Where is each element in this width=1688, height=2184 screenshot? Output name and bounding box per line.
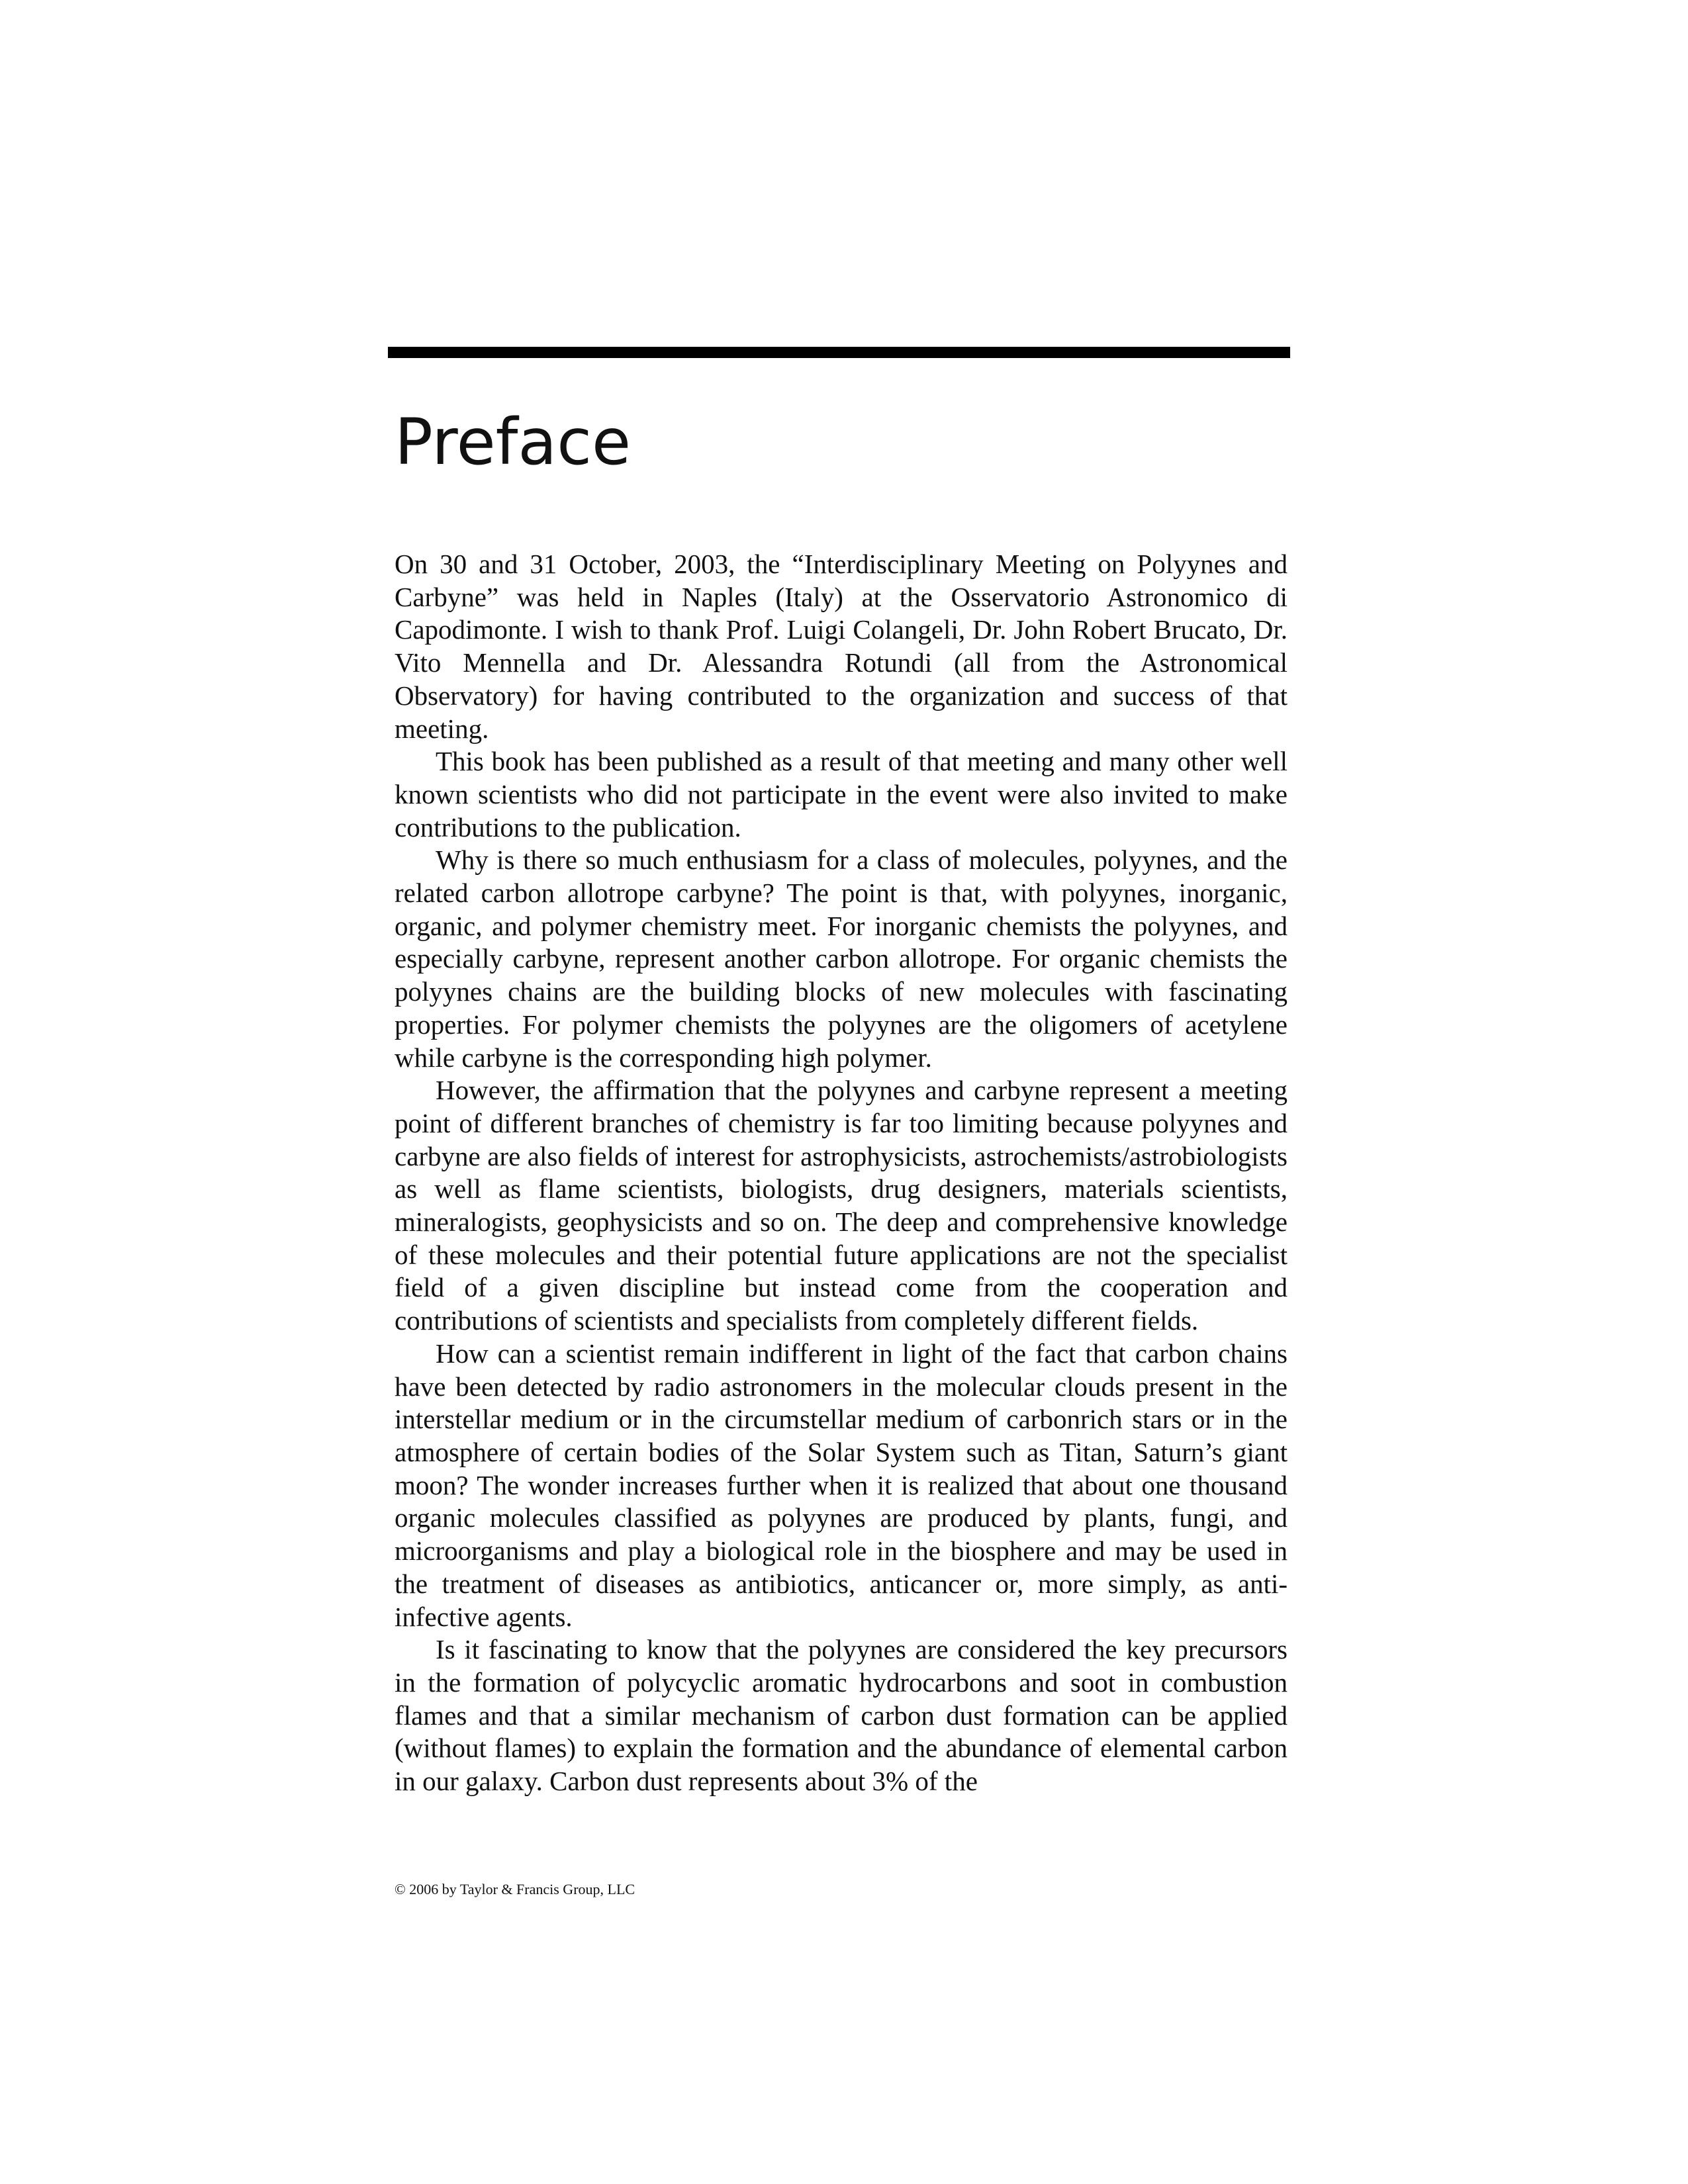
body-text [395, 548, 1288, 1798]
paragraph: Why is there so much enthusiasm for a class of molecules, polyynes, and the related carbon allotrope carbyne? The point is that, with polyynes, inorganic, organic, and polymer chemistry meet. For inorganic chemists the polyynes, and especially carbyne, represent another carbon allotrope. For organic chemists the polyynes chains are the building blocks of new molecules with fascinating properties. For polymer chemists the polyynes are the oligomers of acetylene while carbyne is the corresponding high polymer. [395, 844, 1288, 1073]
chapter-top-rule [388, 347, 1290, 358]
paragraph: How can a scientist remain indifferent in light of the fact that carbon chains have been detected by radio astronomers in the molecular clouds present in the interstellar medium or in the circumstellar medium of carbonrich stars or in the atmosphere of certain bodies of the Solar System such as Titan, Saturn’s giant moon? The wonder increases further when it is realized that about one thousand organic molecules classified as polyynes are produced by plants, fungi, and microorganisms and play a biological role in the biosphere and may be used in the treatment of diseases as antibiotics, anticancer or, more simply, as anti-infective agents. [395, 1338, 1288, 1632]
page-title: Preface [395, 405, 632, 479]
paragraph: Is it fascinating to know that the polyynes are considered the key precursors in the formation of polycyclic aromatic hydrocarbons and soot in combustion flames and that a similar mechanism of carbon dust formation can be applied (without flames) to explain the formation and the abundance of elemental carbon in our galaxy. Carbon dust represents about 3% of the [395, 1634, 1288, 1797]
paragraph: This book has been published as a result of that meeting and many other well known scientists who did not participate in the event were also invited to make contributions to the publication. [395, 746, 1288, 842]
paragraph: On 30 and 31 October, 2003, the “Interdisciplinary Meeting on Polyynes and Carbyne” was held in Naples (Italy) at the Osservatorio Astronomico di Capodimonte. I wish to thank Prof. Luigi Colangeli, Dr. John Robert Brucato, Dr. Vito Mennella and Dr. Alessandra Rotundi (all from the Astronomical Observatory) for having contributed to the organization and success of that meeting. [395, 549, 1288, 744]
paragraph: However, the affirmation that the polyynes and carbyne represent a meeting point of different branches of chemistry is far too limiting because polyynes and carbyne are also fields of interest for astrophysicists, astrochemists/astrobiologists as well as flame scientists, biologists, drug designers, materials scientists, mineralogists, geophysicists and so on. The deep and comprehensive knowledge of these molecules and their potential future applications are not the specialist field of a given discipline but instead come from the cooperation and contributions of scientists and specialists from completely different fields. [395, 1075, 1288, 1336]
copyright-footer: © 2006 by Taylor & Francis Group, LLC [395, 1881, 635, 1897]
